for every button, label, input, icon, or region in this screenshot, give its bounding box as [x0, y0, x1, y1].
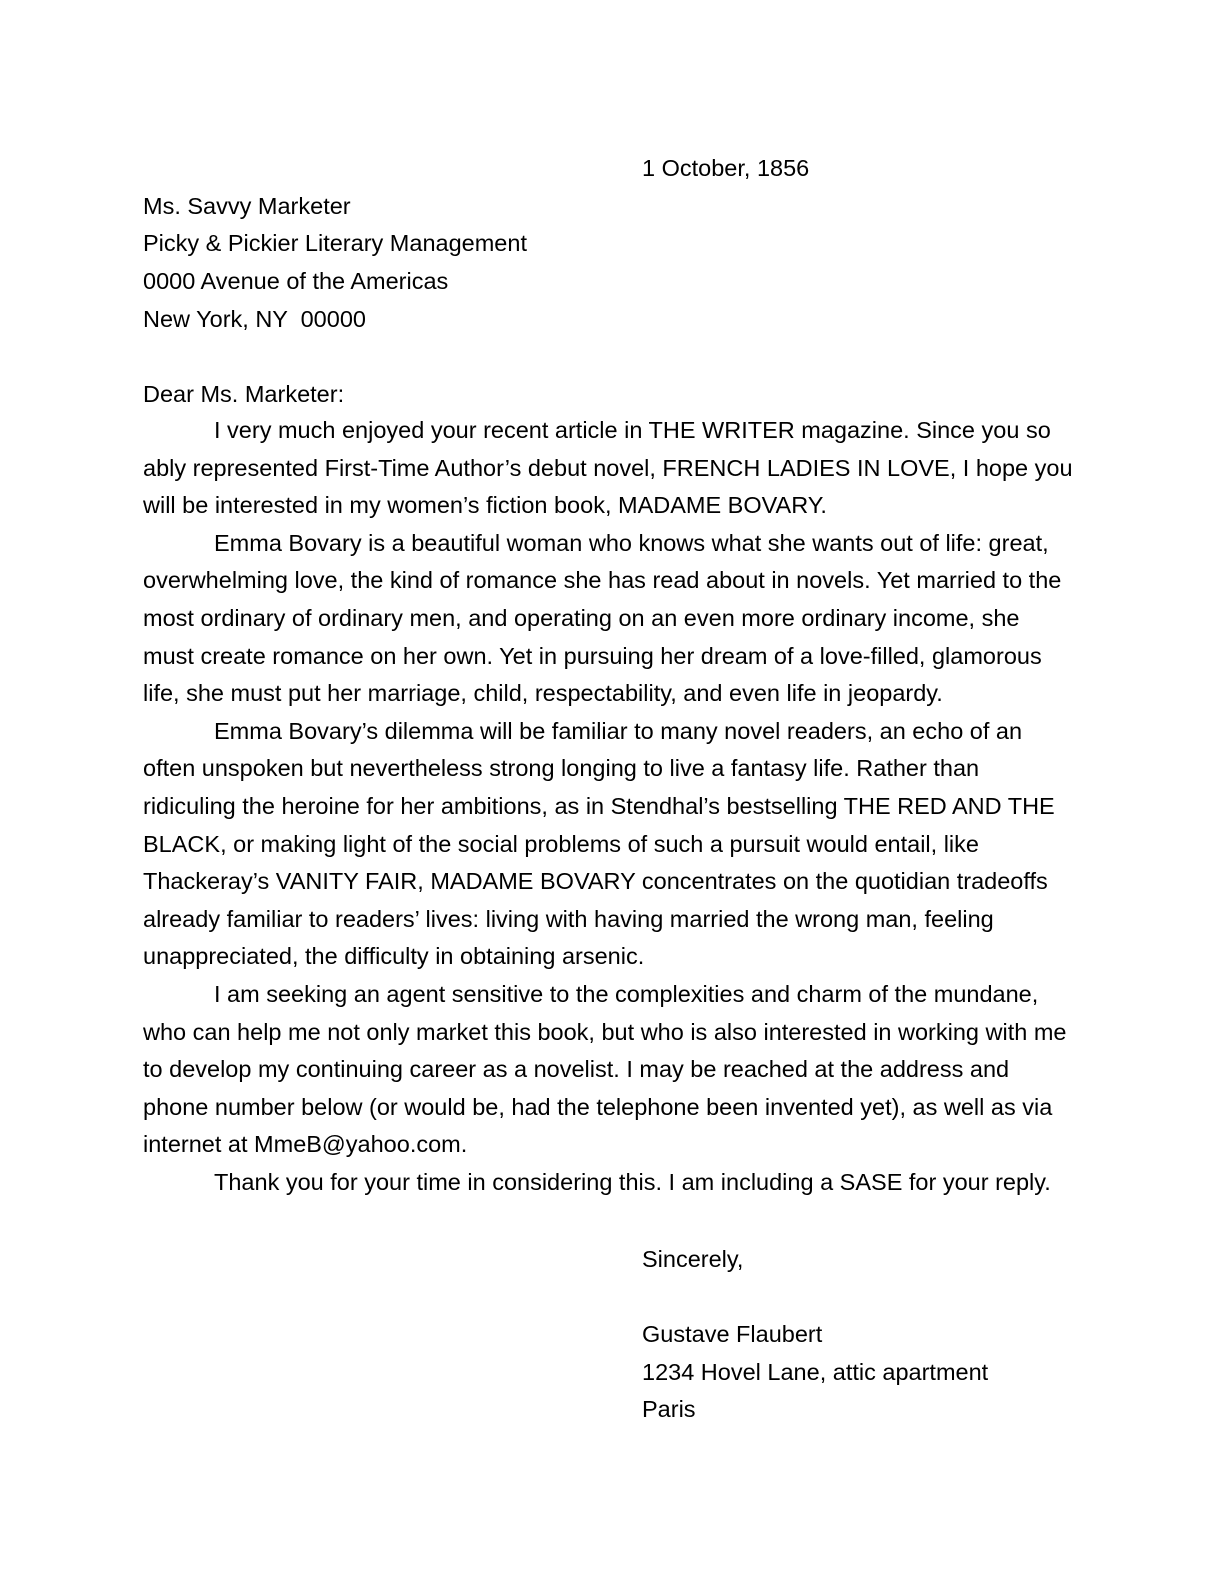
sender-street: 1234 Hovel Lane, attic apartment: [642, 1359, 989, 1385]
salutation: Dear Ms. Marketer:: [143, 381, 345, 407]
letter-date: 1 October, 1856: [642, 155, 810, 181]
recipient-city: New York, NY 00000: [143, 306, 366, 332]
recipient-name: Ms. Savvy Marketer: [143, 193, 351, 219]
sender-city: Paris: [642, 1396, 696, 1422]
body-paragraph: Emma Bovary’s dilemma will be familiar to many novel readers, an echo of an often unspoken but nevertheless strong longing to live a fantasy life. Rather than ridiculing the heroine for her ambitions, as in Stendhal’s bestselling THE RED AND THE BLACK, or making light of the social problems of such a pursuit would entail, like Thackeray’s VANITY FAIR, MADAME BOVARY concentrates on the quotidian tradeoffs already familiar to readers’ lives: living with having married the wrong man, feeling unappreciated, the difficulty in obtaining arsenic.: [143, 717, 1055, 970]
recipient-company: Picky & Pickier Literary Management: [143, 230, 527, 256]
recipient-street: 0000 Avenue of the Americas: [143, 268, 449, 294]
body-paragraph: Thank you for your time in considering this. I am including a SASE for your reply.: [214, 1168, 1051, 1195]
body-paragraph: I am seeking an agent sensitive to the complexities and charm of the mundane, who can help me not only market this book, but who is also interested in working with me to develop my continuing career as a novelist. I may be reached at the address and phone number below (or would be, had the telephone been invented yet), as well as via internet at MmeB@yahoo.com.: [143, 980, 1067, 1158]
body-paragraph: I very much enjoyed your recent article in THE WRITER magazine. Since you so ably represented First-Time Author’s debut novel, FRENCH LADIES IN LOVE, I hope you will be interested in my women’s fiction book, MADAME BOVARY.: [143, 417, 1073, 519]
letter-body: [143, 412, 1073, 1201]
sender-name: Gustave Flaubert: [642, 1321, 823, 1347]
closing: Sincerely,: [642, 1246, 744, 1272]
body-paragraph: Emma Bovary is a beautiful woman who knows what she wants out of life: great, overwhelming love, the kind of romance she has read about in novels. Yet married to the most ordinary of ordinary men, and operating on an even more ordinary income, she must create romance on her own. Yet in pursuing her dream of a love-filled, glamorous life, she must put her marriage, child, respectability, and even life in jeopardy.: [143, 529, 1062, 707]
